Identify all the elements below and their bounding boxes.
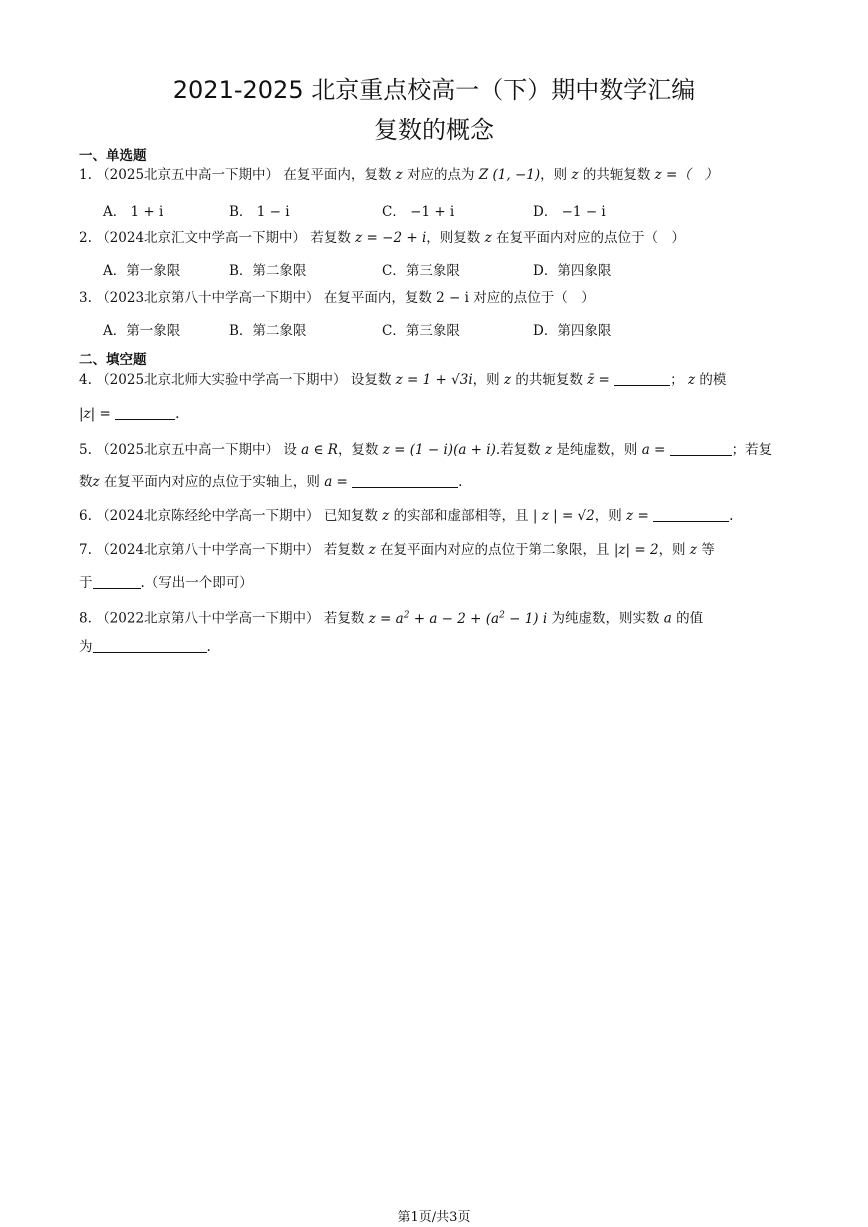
option-b: B．第二象限 [229,263,307,279]
answer-blank[interactable] [352,473,458,488]
question-7-line-2: 于 .（写出一个即可） [79,575,253,591]
question-1: 1. （2025北京五中高一下期中） 在复平面内，复数 z 对应的点为 Z (1, −1)，则 z 的共轭复数 z =（ ） [79,167,718,183]
answer-blank[interactable] [670,441,732,456]
option-a: A． 1 + i [103,204,164,220]
question-1-options [103,200,703,218]
question-8: 8. （2022北京第八十中学高一下期中） 若复数 $z = a^2 + a - 2 + (a^2 - 1)$ i 为纯虚数，则实数 a 的值 [79,610,704,627]
question-4: 4. （2025北京北师大实验中学高一下期中） 设复数 z = 1 + √3i，则 z 的共轭复数 z̄ = ； z 的模 [79,372,727,388]
option-c: C．第三象限 [382,263,460,279]
option-b: B．第二象限 [229,323,307,339]
question-3-options [103,319,703,337]
question-2-options [103,259,703,277]
question-4-line-2: |z| = . [79,406,180,422]
answer-blank[interactable] [653,507,729,522]
section-heading-single-choice: 一、单选题 [79,148,147,164]
page-subtitle: 复数的概念 [374,116,494,144]
question-2: 2. （2024北京汇文中学高一下期中） 若复数 z = −2 + i，则复数 z 在复平面内对应的点位于（ ） [79,230,685,246]
question-3: 3. （2023北京第八十中学高一下期中） 在复平面内，复数 2 − i 对应的点位于（ ） [79,290,595,306]
question-7: 7. （2024北京第八十中学高一下期中） 若复数 z 在复平面内对应的点位于第二象限，且 |z| = 2，则 z 等 [79,542,715,558]
section-heading-fill-blank: 二、填空题 [79,352,147,368]
answer-blank[interactable] [93,574,141,589]
question-8-line-2: 为 . [79,639,211,655]
answer-blank[interactable] [93,638,207,653]
option-c: C． −1 + i [382,204,455,220]
question-5-line-2: 数z 在复平面内对应的点位于实轴上，则 a = . [79,474,463,490]
option-b: B． 1 − i [229,204,290,220]
page-footer: 第1页/共3页 [397,1210,471,1225]
option-d: D． −1 − i [533,204,606,220]
page-title: 2021-2025 北京重点校高一（下）期中数学汇编 [172,76,696,104]
option-c: C．第三象限 [382,323,460,339]
option-a: A．第一象限 [103,323,181,339]
question-5: 5. （2025北京五中高一下期中） 设 a ∈ R，复数 z = (1 − i)(a + i).若复数 z 是纯虚数，则 a = ；若复 [79,442,773,458]
option-a: A．第一象限 [103,263,181,279]
question-6: 6. （2024北京陈经纶中学高一下期中） 已知复数 z 的实部和虚部相等，且 | z | = √2，则 z = . [79,508,734,524]
option-d: D．第四象限 [533,263,612,279]
option-d: D．第四象限 [533,323,612,339]
answer-blank[interactable] [614,371,670,386]
answer-blank[interactable] [115,405,175,420]
